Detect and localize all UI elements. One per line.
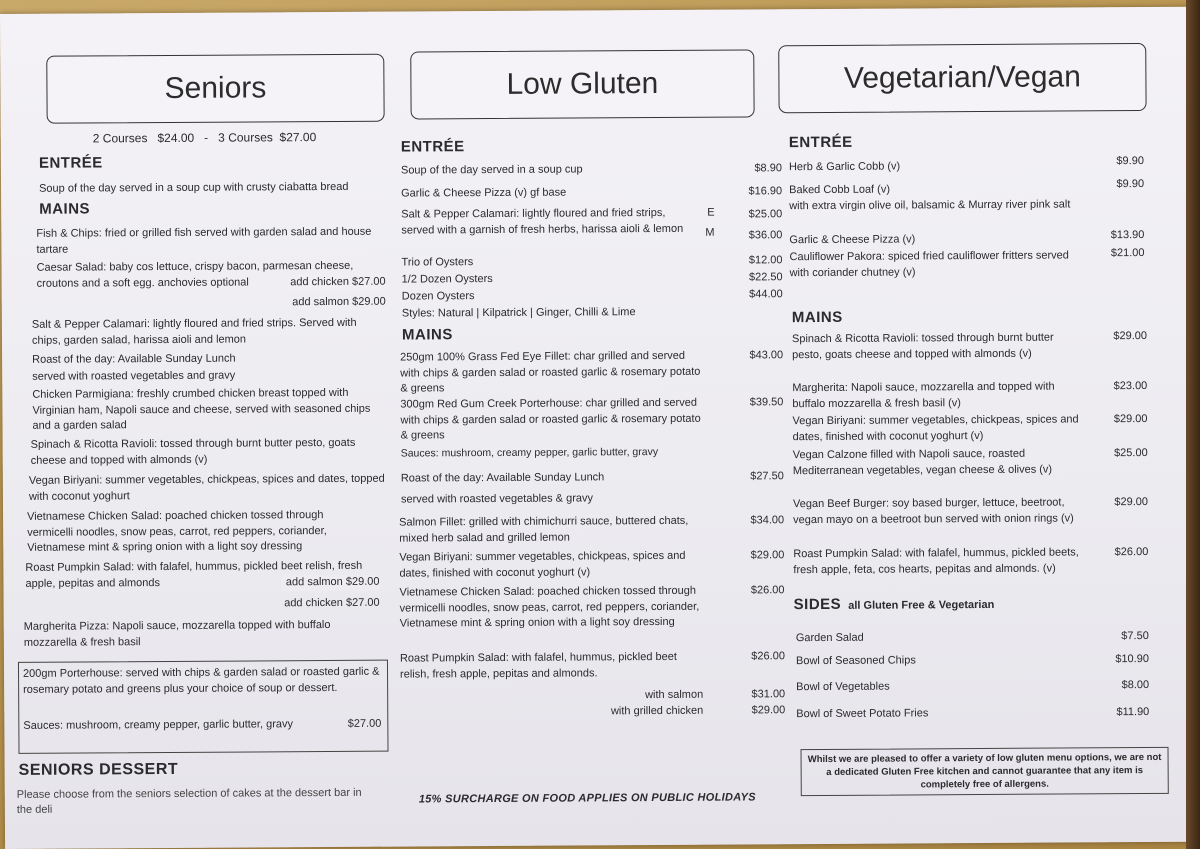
lg-entree-calamari: Salt & Pepper Calamari: lightly floured and fried strips, served with a garnish of fresh herbs, harissa aioli & lemon xyxy=(401,206,684,237)
veg-side-vegetables-price: $8.00 xyxy=(1121,678,1150,692)
seniors-parmigiana: Chicken Parmigiana: freshly crumbed chicken breast topped with Virginian ham, Napoli sauce and cheese, served with seasoned chips and a garden salad xyxy=(32,386,371,432)
seniors-roast: Roast of the day: Available Sunday Lunch xyxy=(32,352,236,366)
seniors-title: Seniors xyxy=(164,71,267,105)
veg-side-chips-price: $10.90 xyxy=(1115,652,1149,666)
lg-salmon: Salmon Fillet: grilled with chimichurri sauce, buttered chats, mixed herb salad and grilled lemon xyxy=(399,514,689,545)
lg-entree-trio-oysters: Trio of Oysters xyxy=(401,256,474,269)
lg-entree-soup-price: $8.90 xyxy=(754,162,782,175)
lg-fillet: 250gm 100% Grass Fed Eye Fillet: char grilled and served with chips & garden salad or roasted garlic & rosemary potato & greens xyxy=(400,349,701,395)
lg-redgum: 300gm Red Gum Creek Porterhouse: char grilled and served with chips & garden salad or roasted garlic & rosemary potato & greens xyxy=(400,396,701,442)
seniors-porterhouse-box xyxy=(18,660,389,754)
veg-main-burger-price: $29.00 xyxy=(1114,495,1149,509)
seniors-porterhouse: 200gm Porterhouse: served with chips & garden salad or roasted garlic & rosemary potato and greens plus your choice of soup or dessert. xyxy=(22,665,380,696)
lg-redgum-price: $39.50 xyxy=(749,396,784,409)
veg-main-ravioli-price: $29.00 xyxy=(1113,329,1148,343)
seniors-entree-item: Soup of the day served in a soup cup with crusty ciabatta bread xyxy=(39,180,349,195)
vegetarian-column xyxy=(787,123,1162,721)
seniors-dessert-heading: SENIORS DESSERT xyxy=(18,760,179,779)
veg-cobb-price: $9.90 xyxy=(1116,155,1144,168)
low-gluten-title: Low Gluten xyxy=(506,66,659,101)
seniors-title-box xyxy=(46,54,384,124)
veg-main-margherita-price: $23.00 xyxy=(1113,379,1148,393)
veg-side-sweet-potato-price: $11.90 xyxy=(1116,705,1150,719)
veg-sides-heading-row xyxy=(794,596,995,615)
lg-entree-calamari-size-m: M xyxy=(705,226,715,239)
seniors-vietnamese: Vietnamese Chicken Salad: poached chicken tossed through vermicelli noodles, snow peas, carrot, red peppers, coriander, Vietnamese mint & spring onion with a light soy dressing xyxy=(27,509,327,554)
veg-baked: Baked Cobb Loaf (v) xyxy=(789,183,891,197)
lg-entree-trio-oysters-price: $12.00 xyxy=(748,254,783,267)
seniors-dessert-text: Please choose from the seniors selection of cakes at the dessert bar in the deli xyxy=(16,786,362,816)
seniors-entree-heading: ENTRÉE xyxy=(38,154,103,172)
lg-entree-dozen-price: $44.00 xyxy=(749,288,783,301)
veg-main-calzone-price: $25.00 xyxy=(1114,446,1148,460)
seniors-fish: Fish & Chips: fried or grilled fish served with garden salad and house tartare xyxy=(36,225,372,256)
lg-oyster-styles: Styles: Natural | Kilpatrick | Ginger, Chilli & Lime xyxy=(401,306,636,320)
lg-entree-soup: Soup of the day served in a soup cup xyxy=(400,163,583,177)
lg-vietnamese-price: $26.00 xyxy=(750,584,785,597)
seniors-caesar-add-chicken: add chicken $27.00 xyxy=(286,275,386,291)
vegetarian-sides-heading: SIDES xyxy=(793,595,842,614)
seniors-mains-heading: MAINS xyxy=(39,200,91,218)
seniors-ravioli: Spinach & Ricotta Ravioli: tossed through burnt butter pesto, goats cheese and topped with almonds (v) xyxy=(30,436,356,467)
lg-entree-pizza-price: $16.90 xyxy=(748,185,783,198)
veg-pakora-price: $21.00 xyxy=(1110,247,1145,260)
veg-main-biriyani-price: $29.00 xyxy=(1113,412,1148,426)
seniors-column xyxy=(19,126,389,649)
table-edge xyxy=(1186,0,1200,849)
veg-side-garden-price: $7.50 xyxy=(1121,629,1149,643)
seniors-pumpkin-add-salmon: add salmon $29.00 xyxy=(282,575,380,591)
low-gluten-mains-heading: MAINS xyxy=(401,326,453,344)
seniors-caesar-add-salmon: add salmon $29.00 xyxy=(292,295,386,309)
veg-side-vegetables: Bowl of Vegetables xyxy=(796,680,890,694)
lg-entree-calamari-size-e: E xyxy=(707,206,715,219)
veg-main-pumpkin-price: $26.00 xyxy=(1114,545,1149,559)
menu-sheet xyxy=(0,7,1195,849)
lg-pumpkin-price: $26.00 xyxy=(751,650,785,663)
veg-main-margherita: Margherita: Napoli sauce, mozzarella and topped with buffalo mozzarella & fresh basil (v) xyxy=(792,380,1055,410)
gluten-disclaimer-text: Whilst we are pleased to offer a variety of low gluten menu options, we are not a dedicated Gluten Free kitchen and cannot guarantee that any item is completely free of allergens. xyxy=(807,751,1162,791)
vegetarian-title-box xyxy=(778,43,1146,113)
seniors-margherita: Margherita Pizza: Napoli sauce, mozzarella topped with buffalo mozzarella & fresh basil xyxy=(23,618,331,649)
lg-with-salmon: with salmon xyxy=(645,688,704,702)
lg-biriyani-price: $29.00 xyxy=(750,549,785,562)
veg-main-pumpkin: Roast Pumpkin Salad: with falafel, hummus, pickled beets, fresh apple, feta, cos hearts, pepitas and almonds. (v) xyxy=(793,546,1079,576)
lg-pumpkin: Roast Pumpkin Salad: with falafel, hummus, pickled beet relish, fresh apple, pepitas and almonds. xyxy=(399,650,677,681)
low-gluten-entree-heading: ENTRÉE xyxy=(400,138,465,156)
gluten-disclaimer xyxy=(801,747,1169,796)
seniors-courses: 2 Courses $24.00 - 3 Courses $27.00 xyxy=(92,130,317,146)
lg-salmon-price: $34.00 xyxy=(750,514,785,527)
lg-with-salmon-price: $31.00 xyxy=(751,688,786,701)
vegetarian-sides-sub: all Gluten Free & Vegetarian xyxy=(848,598,995,612)
veg-side-chips: Bowl of Seasoned Chips xyxy=(795,654,916,668)
surcharge-notice: 15% SURCHARGE ON FOOD APPLIES ON PUBLIC HOLIDAYS xyxy=(418,791,756,806)
veg-baked-price: $9.90 xyxy=(1116,178,1145,191)
seniors-porterhouse-price: $27.00 xyxy=(347,717,382,730)
lg-with-chicken: with grilled chicken xyxy=(610,704,704,718)
lg-fillet-price: $43.00 xyxy=(749,349,784,362)
lg-entree-half-dozen-price: $22.50 xyxy=(748,271,783,284)
lg-roast: Roast of the day: Available Sunday Lunch xyxy=(400,471,605,485)
veg-pizza-price: $13.90 xyxy=(1110,229,1145,242)
veg-pakora: Cauliflower Pakora: spiced fried cauliflower fritters served with coriander chutney (v) xyxy=(789,249,1069,279)
seniors-pumpkin: Roast Pumpkin Salad: with falafel, hummus, pickled beet relish, fresh apple, pepitas and almonds xyxy=(25,559,363,590)
seniors-biriyani: Vegan Biriyani: summer vegetables, chickpeas, spices and dates, topped with coconut yoghurt xyxy=(28,472,385,503)
lg-roast-desc: served with roasted vegetables & gravy xyxy=(400,492,594,506)
veg-main-burger: Vegan Beef Burger: soy based burger, lettuce, beetroot, vegan mayo on a beetroot bun served with onion rings (v) xyxy=(792,496,1074,526)
veg-cobb: Herb & Garlic Cobb (v) xyxy=(788,160,901,174)
seniors-roast-desc: served with roasted vegetables and gravy xyxy=(32,369,236,383)
lg-entree-half-dozen: 1/2 Dozen Oysters xyxy=(401,272,493,286)
lg-entree-calamari-price-e: $25.00 xyxy=(748,208,783,221)
seniors-caesar: Caesar Salad: baby cos lettuce, crispy bacon, parmesan cheese, croutons and a soft egg. anchovies optional xyxy=(36,259,354,290)
lg-biriyani: Vegan Biriyani: summer vegetables, chickpeas, spices and dates, finished with coconut yoghurt (v) xyxy=(399,549,686,580)
vegetarian-mains-heading: MAINS xyxy=(791,308,843,327)
veg-baked-desc: with extra virgin olive oil, balsamic & Murray river pink salt xyxy=(789,198,1071,213)
veg-pizza: Garlic & Cheese Pizza (v) xyxy=(789,233,916,247)
seniors-pumpkin-add-chicken: add chicken $27.00 xyxy=(284,596,380,610)
vegetarian-title: Vegetarian/Vegan xyxy=(843,60,1081,95)
seniors-calamari: Salt & Pepper Calamari: lightly floured and fried strips. Served with chips, garden salad, harissa aioli and lemon xyxy=(31,316,357,347)
veg-main-biriyani: Vegan Biriyani: summer vegetables, chickpeas, spices and dates, finished with coconut yoghurt (v) xyxy=(792,413,1079,443)
veg-main-ravioli: Spinach & Ricotta Ravioli: tossed through burnt butter pesto, goats cheese and topped with almonds (v) xyxy=(791,331,1054,361)
lg-with-chicken-price: $29.00 xyxy=(751,704,786,717)
lg-roast-price: $27.50 xyxy=(750,470,784,483)
lg-entree-pizza: Garlic & Cheese Pizza (v) gf base xyxy=(401,186,567,200)
vegetarian-entree-heading: ENTRÉE xyxy=(788,133,853,152)
lg-vietnamese: Vietnamese Chicken Salad: poached chicken tossed through vermicelli noodles, snow peas, carrot, red peppers, coriander, Vietnamese mint & spring onion with a light soy dressing xyxy=(399,584,700,630)
veg-side-garden: Garden Salad xyxy=(795,631,864,645)
lg-entree-calamari-price-m: $36.00 xyxy=(748,229,783,242)
low-gluten-title-box xyxy=(410,49,754,119)
veg-side-sweet-potato: Bowl of Sweet Potato Fries xyxy=(796,707,929,721)
seniors-porterhouse-sauces: Sauces: mushroom, creamy pepper, garlic butter, gravy xyxy=(23,718,294,732)
veg-main-calzone: Vegan Calzone filled with Napoli sauce, roasted Mediterranean vegetables, vegan cheese & olives (v) xyxy=(792,447,1053,477)
low-gluten-column xyxy=(397,127,786,718)
lg-entree-dozen: Dozen Oysters xyxy=(401,290,475,303)
lg-sauces: Sauces: mushroom, creamy pepper, garlic butter, gravy xyxy=(400,445,659,460)
